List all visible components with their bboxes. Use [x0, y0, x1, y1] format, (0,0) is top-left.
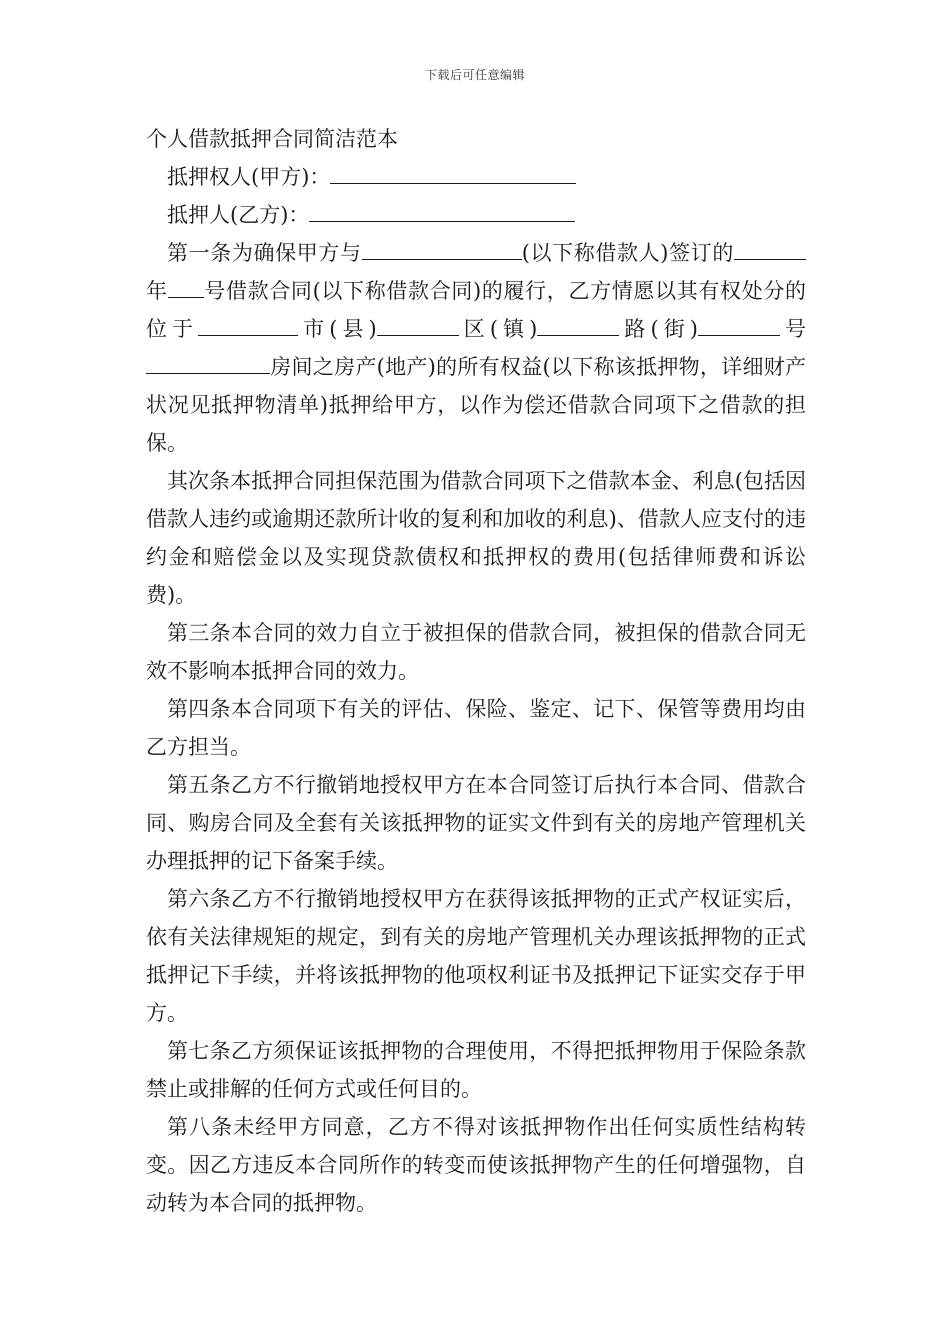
mortgagee-label: 抵押权人(甲方)： — [167, 165, 331, 189]
article-1-text: 区(镇) — [458, 317, 538, 341]
document-title: 个人借款抵押合同简洁范本 — [146, 127, 398, 151]
article-2: 其次条本抵押合同担保范围为借款合同项下之借款本金、利息(包括因借款人违约或逾期还款所计收的复利和加收的利息)、借款人应支付的违约金和赔偿金以及实现贷款债权和抵押权的费用(包括律师费和诉讼费)。 — [146, 469, 806, 607]
mortgagee-blank[interactable] — [330, 165, 576, 184]
mortgagor-blank[interactable] — [309, 203, 575, 222]
road-blank[interactable] — [537, 317, 619, 336]
article-1-text: 房间之房产(地产)的所有权益(以下称该抵押物，详细财产状况见抵押物清单)抵押给甲方，以作为偿还借款合同项下之借款的担保。 — [146, 355, 806, 455]
article-7: 第七条乙方须保证该抵押物的合理使用，不得把抵押物用于保险条款禁止或排解的任何方式或任何目的。 — [146, 1039, 806, 1101]
article-1-text: 路(街) — [619, 317, 698, 341]
mortgagee-line — [146, 158, 806, 196]
district-blank[interactable] — [377, 317, 459, 336]
article-8: 第八条未经甲方同意，乙方不得对该抵押物作出任何实质性结构转变。因乙方违反本合同所作的转变而使该抵押物产生的任何增强物，自动转为本合同的抵押物。 — [146, 1115, 806, 1215]
article-3: 第三条本合同的效力自立于被担保的借款合同，被担保的借款合同无效不影响本抵押合同的效力。 — [146, 621, 806, 683]
article-1-text: 第一条为确保甲方与 — [167, 241, 362, 265]
article-1-text: 市(县) — [298, 317, 377, 341]
article-6: 第六条乙方不行撤销地授权甲方在获得该抵押物的正式产权证实后，依有关法律规矩的规定，到有关的房地产管理机关办理该抵押物的正式抵押记下手续，并将该抵押物的他项权利证书及抵押记下证实交存于甲方。 — [146, 887, 806, 1025]
city-blank[interactable] — [198, 317, 298, 336]
year-blank-a[interactable] — [734, 241, 770, 260]
mortgagor-label: 抵押人(乙方)： — [167, 203, 310, 227]
article-4: 第四条本合同项下有关的评估、保险、鉴定、记下、保管等费用均由乙方担当。 — [146, 697, 806, 759]
room-blank[interactable] — [146, 355, 270, 374]
contract-number-blank[interactable] — [168, 279, 204, 298]
year-blank-b[interactable] — [770, 241, 806, 260]
mortgagor-line — [146, 196, 806, 234]
article-1-text: 年 — [146, 279, 168, 303]
header-note: 下载后可任意编辑 — [424, 68, 525, 82]
article-5: 第五条乙方不行撤销地授权甲方在本合同签订后执行本合同、借款合同、购房合同及全套有关该抵押物的证实文件到有关的房地产管理机关办理抵押的记下备案手续。 — [146, 773, 806, 873]
article-1-text: 号 — [779, 317, 807, 341]
article-1-text: (以下称借款人)签订的 — [521, 241, 735, 265]
article-1 — [146, 234, 806, 462]
document-body — [146, 120, 806, 1222]
article-1-text: 号借款合同(以下称借款合同)的履行，乙方情愿以其有权处分的位于 — [146, 279, 806, 341]
borrower-blank[interactable] — [362, 241, 522, 260]
street-number-blank[interactable] — [698, 317, 780, 336]
